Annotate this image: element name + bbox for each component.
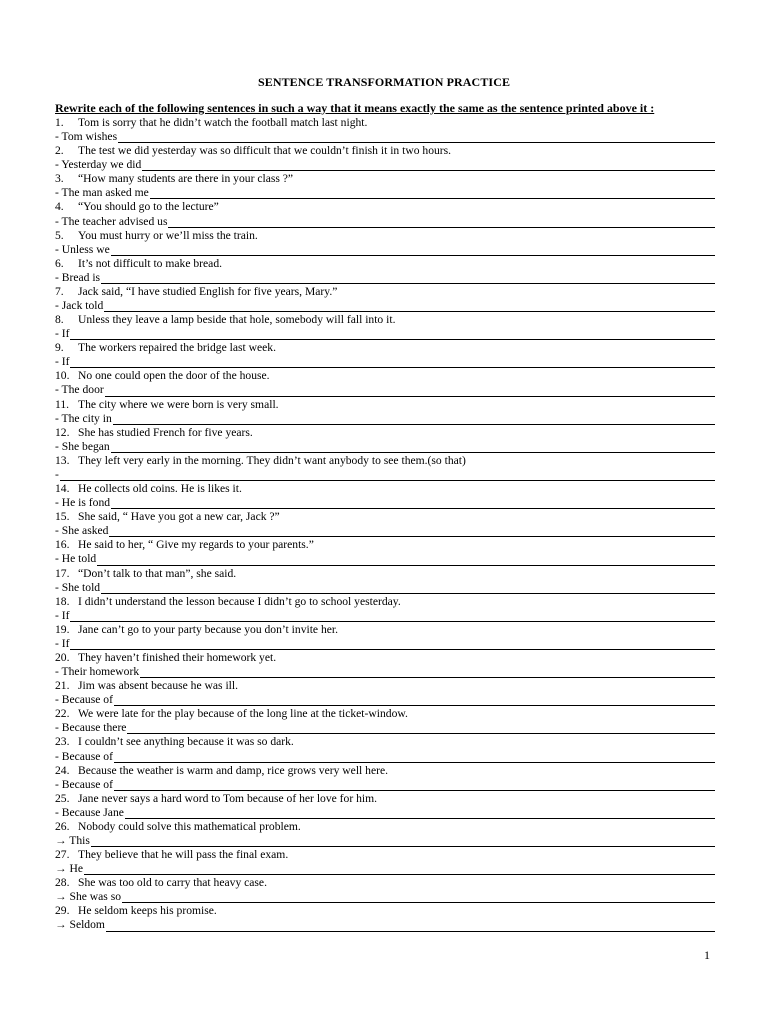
answer-prefix: - Because of bbox=[55, 777, 113, 791]
answer-blank-line bbox=[122, 891, 715, 903]
exercise-number: 16. bbox=[55, 538, 70, 552]
exercise-answer-row bbox=[55, 215, 715, 229]
exercise-number: 2. bbox=[55, 144, 64, 158]
exercise-item bbox=[55, 341, 715, 369]
exercise-item bbox=[55, 172, 715, 200]
worksheet-title: SENTENCE TRANSFORMATION PRACTICE bbox=[257, 75, 511, 89]
exercise-answer-row bbox=[55, 890, 715, 904]
answer-blank-line bbox=[104, 300, 715, 312]
exercise-number: 20. bbox=[55, 650, 70, 664]
answer-prefix: - Unless we bbox=[55, 242, 110, 256]
exercise-item bbox=[55, 200, 715, 228]
exercise-item bbox=[55, 482, 715, 510]
exercise-question bbox=[55, 876, 715, 890]
exercise-question-text: The test we did yesterday was so difficult that we couldn’t finish it in two hours. bbox=[78, 144, 452, 158]
exercise-answer-row bbox=[55, 186, 715, 200]
exercise-answer-row bbox=[55, 637, 715, 651]
answer-blank-line bbox=[127, 722, 715, 734]
answer-blank-line bbox=[114, 779, 715, 791]
exercise-answer-row bbox=[55, 862, 715, 876]
answer-prefix: - She asked bbox=[55, 524, 109, 538]
exercise-question bbox=[55, 257, 715, 271]
exercise-number: 3. bbox=[55, 172, 64, 186]
exercise-question bbox=[55, 200, 715, 214]
answer-prefix: - The door bbox=[55, 383, 104, 397]
exercise-number: 15. bbox=[55, 510, 70, 524]
exercise-question bbox=[55, 369, 715, 383]
answer-prefix: - The city in bbox=[55, 411, 112, 425]
exercise-question-text: Tom is sorry that he didn’t watch the football match last night. bbox=[78, 116, 368, 129]
exercise-question bbox=[55, 313, 715, 327]
exercise-question-text: Jane can’t go to your party because you don’t invite her. bbox=[78, 622, 339, 636]
exercise-number: 1. bbox=[55, 116, 64, 129]
answer-prefix: - If bbox=[55, 636, 70, 650]
answer-blank-line bbox=[118, 131, 715, 143]
exercise-question-text: Jim was absent because he was ill. bbox=[78, 679, 239, 693]
exercise-answer-row bbox=[55, 271, 715, 285]
exercise-item bbox=[55, 369, 715, 397]
exercise-list bbox=[55, 116, 715, 933]
exercise-number: 6. bbox=[55, 256, 64, 270]
exercise-question bbox=[55, 595, 715, 609]
exercise-item bbox=[55, 679, 715, 707]
exercise-question-text: I didn’t understand the lesson because I didn’t go to school yesterday. bbox=[78, 594, 401, 608]
answer-prefix: - Because of bbox=[55, 749, 113, 763]
exercise-answer-row bbox=[55, 750, 715, 764]
answer-blank-line bbox=[101, 272, 715, 284]
exercise-question-text: He seldom keeps his promise. bbox=[78, 904, 217, 918]
exercise-question-text: She was too old to carry that heavy case. bbox=[78, 876, 267, 890]
exercise-answer-row bbox=[55, 806, 715, 820]
exercise-question bbox=[55, 651, 715, 665]
exercise-answer-row bbox=[55, 524, 715, 538]
exercise-question-text: Jane never says a hard word to Tom because of her love for him. bbox=[78, 791, 378, 805]
exercise-answer-row bbox=[55, 243, 715, 257]
answer-prefix: → This bbox=[55, 833, 90, 847]
exercise-question-text: “You should go to the lecture” bbox=[78, 200, 219, 214]
exercise-question bbox=[55, 848, 715, 862]
answer-blank-line bbox=[114, 751, 715, 763]
answer-blank-line bbox=[106, 920, 715, 932]
answer-blank-line bbox=[91, 835, 715, 847]
exercise-answer-row bbox=[55, 468, 715, 482]
exercise-number: 13. bbox=[55, 453, 70, 467]
answer-blank-line bbox=[101, 582, 715, 594]
exercise-question bbox=[55, 144, 715, 158]
exercise-question-text: The city where we were born is very small. bbox=[78, 397, 279, 411]
exercise-question-text: She said, “ Have you got a new car, Jack ?” bbox=[78, 510, 280, 524]
exercise-answer-row bbox=[55, 609, 715, 623]
exercise-item bbox=[55, 454, 715, 482]
exercise-number: 12. bbox=[55, 425, 70, 439]
answer-prefix: - Because of bbox=[55, 693, 113, 707]
answer-blank-line bbox=[142, 159, 715, 171]
exercise-number: 23. bbox=[55, 735, 70, 749]
exercise-question-text: He said to her, “ Give my regards to your parents.” bbox=[78, 538, 314, 552]
exercise-question-text: They believe that he will pass the final exam. bbox=[78, 848, 289, 862]
exercise-item bbox=[55, 623, 715, 651]
exercise-number: 11. bbox=[55, 397, 70, 411]
exercise-number: 26. bbox=[55, 819, 70, 833]
answer-prefix: - Their homework bbox=[55, 665, 140, 679]
answer-prefix: - She began bbox=[55, 439, 110, 453]
exercise-question-text: It’s not difficult to make bread. bbox=[78, 256, 223, 270]
answer-blank-line bbox=[105, 385, 715, 397]
answer-prefix: → He bbox=[55, 862, 84, 876]
exercise-question bbox=[55, 482, 715, 496]
exercise-item bbox=[55, 707, 715, 735]
exercise-question-text: She has studied French for five years. bbox=[78, 425, 253, 439]
exercise-number: 14. bbox=[55, 482, 70, 496]
exercise-answer-row bbox=[55, 158, 715, 172]
exercise-item bbox=[55, 792, 715, 820]
exercise-item bbox=[55, 764, 715, 792]
exercise-question bbox=[55, 707, 715, 721]
exercise-question-text: We were late for the play because of the long line at the ticket-window. bbox=[78, 707, 408, 721]
answer-prefix: - He is fond bbox=[55, 496, 111, 510]
exercise-number: 17. bbox=[55, 566, 70, 580]
exercise-number: 29. bbox=[55, 904, 70, 918]
exercise-answer-row bbox=[55, 581, 715, 595]
exercise-number: 21. bbox=[55, 679, 70, 693]
exercise-question bbox=[55, 679, 715, 693]
exercise-question-text: Nobody could solve this mathematical problem. bbox=[78, 819, 301, 833]
answer-blank-line bbox=[70, 356, 715, 368]
exercise-item bbox=[55, 538, 715, 566]
answer-prefix: - If bbox=[55, 327, 70, 341]
exercise-number: 25. bbox=[55, 791, 70, 805]
answer-blank-line bbox=[70, 610, 715, 622]
answer-prefix: - The teacher advised us bbox=[55, 214, 168, 228]
exercise-item bbox=[55, 735, 715, 763]
answer-prefix: - Yesterday we did bbox=[55, 158, 142, 172]
exercise-item bbox=[55, 651, 715, 679]
answer-blank-line bbox=[114, 694, 715, 706]
exercise-question bbox=[55, 229, 715, 243]
answer-prefix: - She told bbox=[55, 580, 101, 594]
exercise-number: 7. bbox=[55, 284, 64, 298]
exercise-question bbox=[55, 172, 715, 186]
answer-prefix: - Tom wishes bbox=[55, 130, 118, 144]
exercise-question-text: The workers repaired the bridge last week. bbox=[78, 341, 276, 355]
exercise-item bbox=[55, 567, 715, 595]
exercise-question-text: They left very early in the morning. They didn’t want anybody to see them.(so that) bbox=[78, 453, 466, 467]
exercise-answer-row bbox=[55, 440, 715, 454]
exercise-answer-row bbox=[55, 778, 715, 792]
exercise-item bbox=[55, 116, 715, 144]
exercise-number: 24. bbox=[55, 763, 70, 777]
exercise-question bbox=[55, 735, 715, 749]
exercise-question-text: I couldn’t see anything because it was so dark. bbox=[78, 735, 294, 749]
answer-blank-line bbox=[168, 216, 715, 228]
exercise-number: 4. bbox=[55, 200, 64, 214]
exercise-question bbox=[55, 904, 715, 918]
answer-prefix: - If bbox=[55, 355, 70, 369]
exercise-question bbox=[55, 285, 715, 299]
exercise-item bbox=[55, 398, 715, 426]
answer-prefix: → Seldom bbox=[55, 918, 105, 932]
exercise-question-text: “Don’t talk to that man”, she said. bbox=[78, 566, 237, 580]
answer-prefix: - Because there bbox=[55, 721, 127, 735]
exercise-question bbox=[55, 510, 715, 524]
exercise-question-text: They haven’t finished their homework yet. bbox=[78, 650, 277, 664]
answer-prefix: - bbox=[55, 467, 59, 481]
exercise-question bbox=[55, 398, 715, 412]
exercise-question bbox=[55, 792, 715, 806]
exercise-number: 22. bbox=[55, 707, 70, 721]
answer-blank-line bbox=[150, 187, 715, 199]
exercise-answer-row bbox=[55, 834, 715, 848]
exercise-answer-row bbox=[55, 383, 715, 397]
answer-blank-line bbox=[70, 638, 715, 650]
exercise-answer-row bbox=[55, 327, 715, 341]
answer-prefix: - Jack told bbox=[55, 299, 104, 312]
exercise-number: 9. bbox=[55, 341, 64, 355]
exercise-item bbox=[55, 510, 715, 538]
exercise-answer-row bbox=[55, 693, 715, 707]
exercise-item bbox=[55, 285, 715, 313]
page-number: 1 bbox=[704, 948, 710, 962]
exercise-item bbox=[55, 144, 715, 172]
answer-blank-line bbox=[70, 328, 715, 340]
worksheet-instruction: Rewrite each of the following sentences in such a way that it means exactly the same as the sentence printed above it : bbox=[55, 101, 655, 115]
exercise-item bbox=[55, 313, 715, 341]
exercise-question bbox=[55, 820, 715, 834]
exercise-question bbox=[55, 454, 715, 468]
exercise-number: 8. bbox=[55, 313, 64, 327]
exercise-answer-row bbox=[55, 299, 715, 313]
exercise-item bbox=[55, 229, 715, 257]
exercise-answer-row bbox=[55, 721, 715, 735]
exercise-item bbox=[55, 876, 715, 904]
exercise-answer-row bbox=[55, 552, 715, 566]
exercise-number: 10. bbox=[55, 369, 70, 383]
exercise-question-text: “How many students are there in your class ?” bbox=[78, 172, 294, 186]
exercise-number: 19. bbox=[55, 622, 70, 636]
exercise-question bbox=[55, 426, 715, 440]
answer-prefix: - If bbox=[55, 608, 70, 622]
exercise-item bbox=[55, 848, 715, 876]
exercise-question-text: You must hurry or we’ll miss the train. bbox=[78, 228, 258, 242]
exercise-question bbox=[55, 538, 715, 552]
exercise-answer-row bbox=[55, 355, 715, 369]
exercise-answer-row bbox=[55, 665, 715, 679]
answer-blank-line bbox=[140, 666, 715, 678]
exercise-question-text: He collects old coins. He is likes it. bbox=[78, 482, 242, 496]
answer-prefix: - The man asked me bbox=[55, 186, 149, 200]
exercise-number: 28. bbox=[55, 876, 70, 890]
exercise-answer-row bbox=[55, 130, 715, 144]
exercise-answer-row bbox=[55, 918, 715, 932]
exercise-number: 18. bbox=[55, 594, 70, 608]
exercise-number: 5. bbox=[55, 228, 64, 242]
answer-blank-line bbox=[60, 469, 715, 481]
exercise-item bbox=[55, 820, 715, 848]
exercise-question bbox=[55, 116, 715, 130]
exercise-answer-row bbox=[55, 412, 715, 426]
exercise-question bbox=[55, 623, 715, 637]
exercise-question-text: Because the weather is warm and damp, rice grows very well here. bbox=[78, 763, 389, 777]
answer-prefix: - Because Jane bbox=[55, 805, 124, 819]
exercise-question-text: No one could open the door of the house. bbox=[78, 369, 270, 383]
answer-blank-line bbox=[125, 807, 715, 819]
exercise-answer-row bbox=[55, 496, 715, 510]
answer-blank-line bbox=[111, 497, 715, 509]
exercise-question-text: Jack said, “I have studied English for five years, Mary.” bbox=[78, 284, 338, 298]
answer-prefix: - He told bbox=[55, 552, 97, 566]
answer-blank-line bbox=[111, 244, 715, 256]
exercise-item bbox=[55, 595, 715, 623]
answer-blank-line bbox=[111, 441, 715, 453]
answer-blank-line bbox=[113, 413, 715, 425]
exercise-item bbox=[55, 904, 715, 932]
answer-prefix: - Bread is bbox=[55, 270, 101, 284]
exercise-item bbox=[55, 257, 715, 285]
exercise-question bbox=[55, 567, 715, 581]
answer-blank-line bbox=[84, 863, 715, 875]
answer-blank-line bbox=[109, 525, 715, 537]
exercise-question bbox=[55, 764, 715, 778]
answer-prefix: → She was so bbox=[55, 890, 122, 904]
exercise-item bbox=[55, 426, 715, 454]
exercise-number: 27. bbox=[55, 848, 70, 862]
exercise-question-text: Unless they leave a lamp beside that hole, somebody will fall into it. bbox=[78, 313, 396, 327]
exercise-question bbox=[55, 341, 715, 355]
answer-blank-line bbox=[97, 554, 715, 566]
